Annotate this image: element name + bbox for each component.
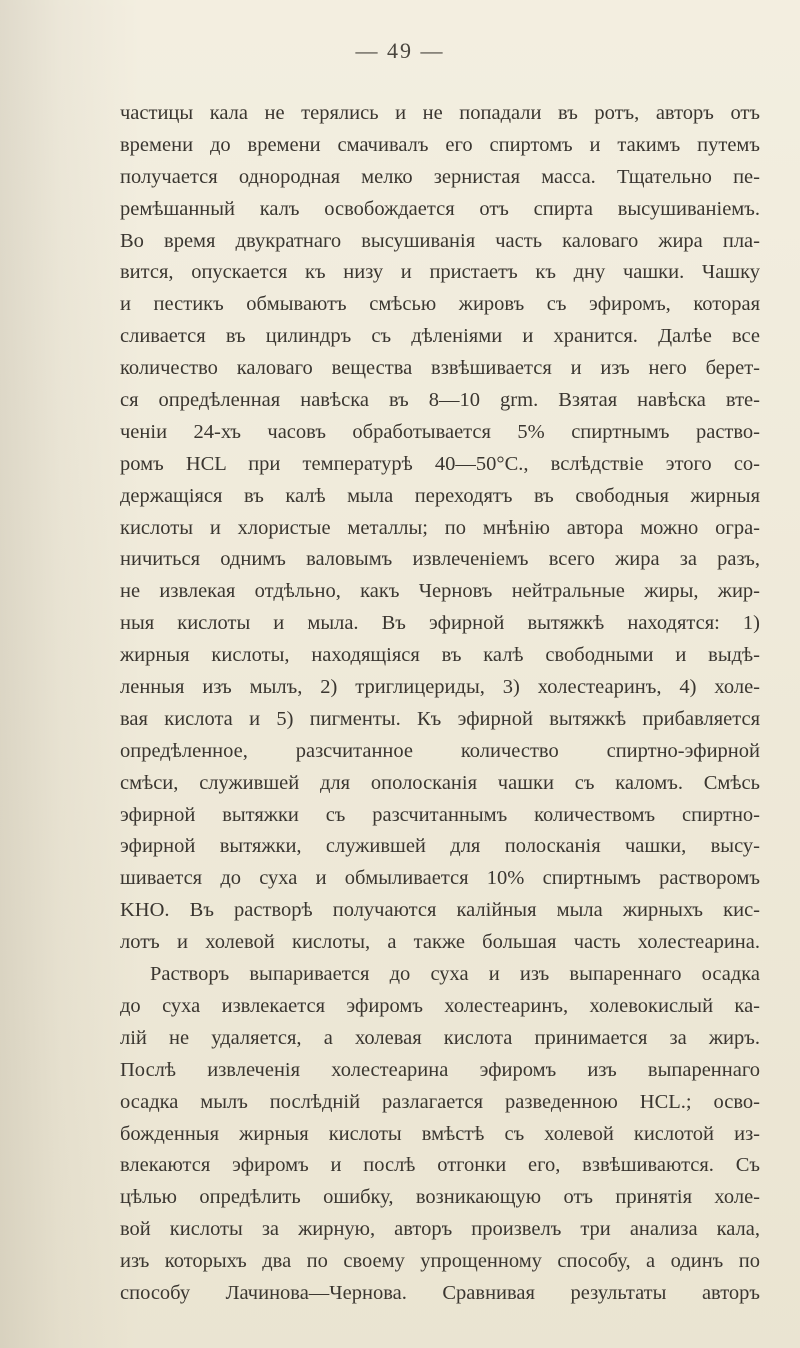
- text-line: времени до времени смачивалъ его спиртомъ и такимъ путемъ: [120, 133, 760, 156]
- text-line: вая кислота и 5) пигменты. Къ эфирной вытяжкѣ прибавляется: [120, 707, 760, 730]
- page-number: — 49 —: [355, 38, 445, 63]
- text-line: ремѣшанный калъ освобождается отъ спирта высушиваніемъ.: [120, 197, 760, 220]
- text-line: сливается въ цилиндръ съ дѣленіями и хранится. Далѣе все: [120, 325, 760, 348]
- text-line: ныя кислоты и мыла. Въ эфирной вытяжкѣ находятся: 1): [120, 612, 760, 635]
- text-line: ленныя изъ мылъ, 2) триглицериды, 3) холестеаринъ, 4) холе-: [120, 676, 760, 699]
- text-line: Растворъ выпаривается до суха и изъ выпареннаго осадка: [150, 963, 760, 986]
- text-line: получается однородная мелко зернистая масса. Тщательно пе-: [120, 165, 760, 188]
- text-line: кислоты и хлористые металлы; по мнѣнію автора можно огра-: [120, 516, 760, 539]
- text-line: ромъ HCL при температурѣ 40—50°С., вслѣдствіе этого со-: [120, 452, 760, 475]
- text-line: влекаются эфиромъ и послѣ отгонки его, взвѣшиваются. Съ: [120, 1154, 760, 1177]
- text-line: смѣси, служившей для ополосканія чашки съ каломъ. Смѣсь: [120, 771, 760, 794]
- text-line: ся опредѣленная навѣска въ 8—10 grm. Взятая навѣска вте-: [120, 389, 760, 412]
- text-line: KHO. Въ растворѣ получаются калійныя мыла жирныхъ кис-: [120, 899, 760, 922]
- text-line: изъ которыхъ два по своему упрощенному способу, а одинъ по: [120, 1250, 760, 1273]
- text-line: лотъ и холевой кислоты, а также большая часть холестеарина.: [120, 931, 760, 954]
- text-line: не извлекая отдѣльно, какъ Черновъ нейтральные жиры, жир-: [120, 580, 760, 603]
- text-line: ченіи 24-хъ часовъ обработывается 5% спиртнымъ раство-: [120, 420, 760, 443]
- text-line: вится, опускается къ низу и пристаетъ къ дну чашки. Чашку: [120, 261, 760, 284]
- text-line: держащіяся въ калѣ мыла переходятъ въ свободныя жирныя: [120, 484, 760, 507]
- text-line: лій не удаляется, а холевая кислота принимается за жиръ.: [120, 1026, 760, 1049]
- text-line: количество каловаго вещества взвѣшивается и изъ него берет-: [120, 357, 760, 380]
- body-text: [120, 98, 760, 1310]
- text-line: способу Лачинова—Чернова. Сравнивая результаты авторъ: [120, 1281, 760, 1304]
- text-line: жирныя кислоты, находящіяся въ калѣ свободными и выдѣ-: [120, 644, 760, 667]
- text-line: опредѣленное, разсчитанное количество спиртно-эфирной: [120, 739, 760, 762]
- text-line: до суха извлекается эфиромъ холестеаринъ, холевокислый ка-: [120, 994, 760, 1017]
- text-line: Во время двукратнаго высушиванія часть каловаго жира пла-: [120, 229, 760, 252]
- text-line: и пестикъ обмываютъ смѣсью жировъ съ эфиромъ, которая: [120, 293, 760, 316]
- text-line: цѣлью опредѣлить ошибку, возникающую отъ принятія холе-: [120, 1186, 760, 1209]
- text-line: ничиться однимъ валовымъ извлеченіемъ всего жира за разъ,: [120, 548, 760, 571]
- text-line: божденныя жирныя кислоты вмѣстѣ съ холевой кислотой из-: [120, 1122, 760, 1145]
- text-line: осадка мылъ послѣдній разлагается разведенною HCL.; осво-: [120, 1090, 760, 1113]
- text-line: вой кислоты за жирную, авторъ произвелъ три анализа кала,: [120, 1218, 760, 1241]
- text-line: эфирной вытяжки, служившей для полосканія чашки, высу-: [120, 835, 760, 858]
- text-line: частицы кала не терялись и не попадали въ ротъ, авторъ отъ: [120, 102, 760, 124]
- text-line: шивается до суха и обмыливается 10% спиртнымъ растворомъ: [120, 867, 760, 890]
- text-line: эфирной вытяжки съ разсчитаннымъ количествомъ спиртно-: [120, 803, 760, 826]
- text-line: Послѣ извлеченія холестеарина эфиромъ изъ выпареннаго: [120, 1058, 760, 1081]
